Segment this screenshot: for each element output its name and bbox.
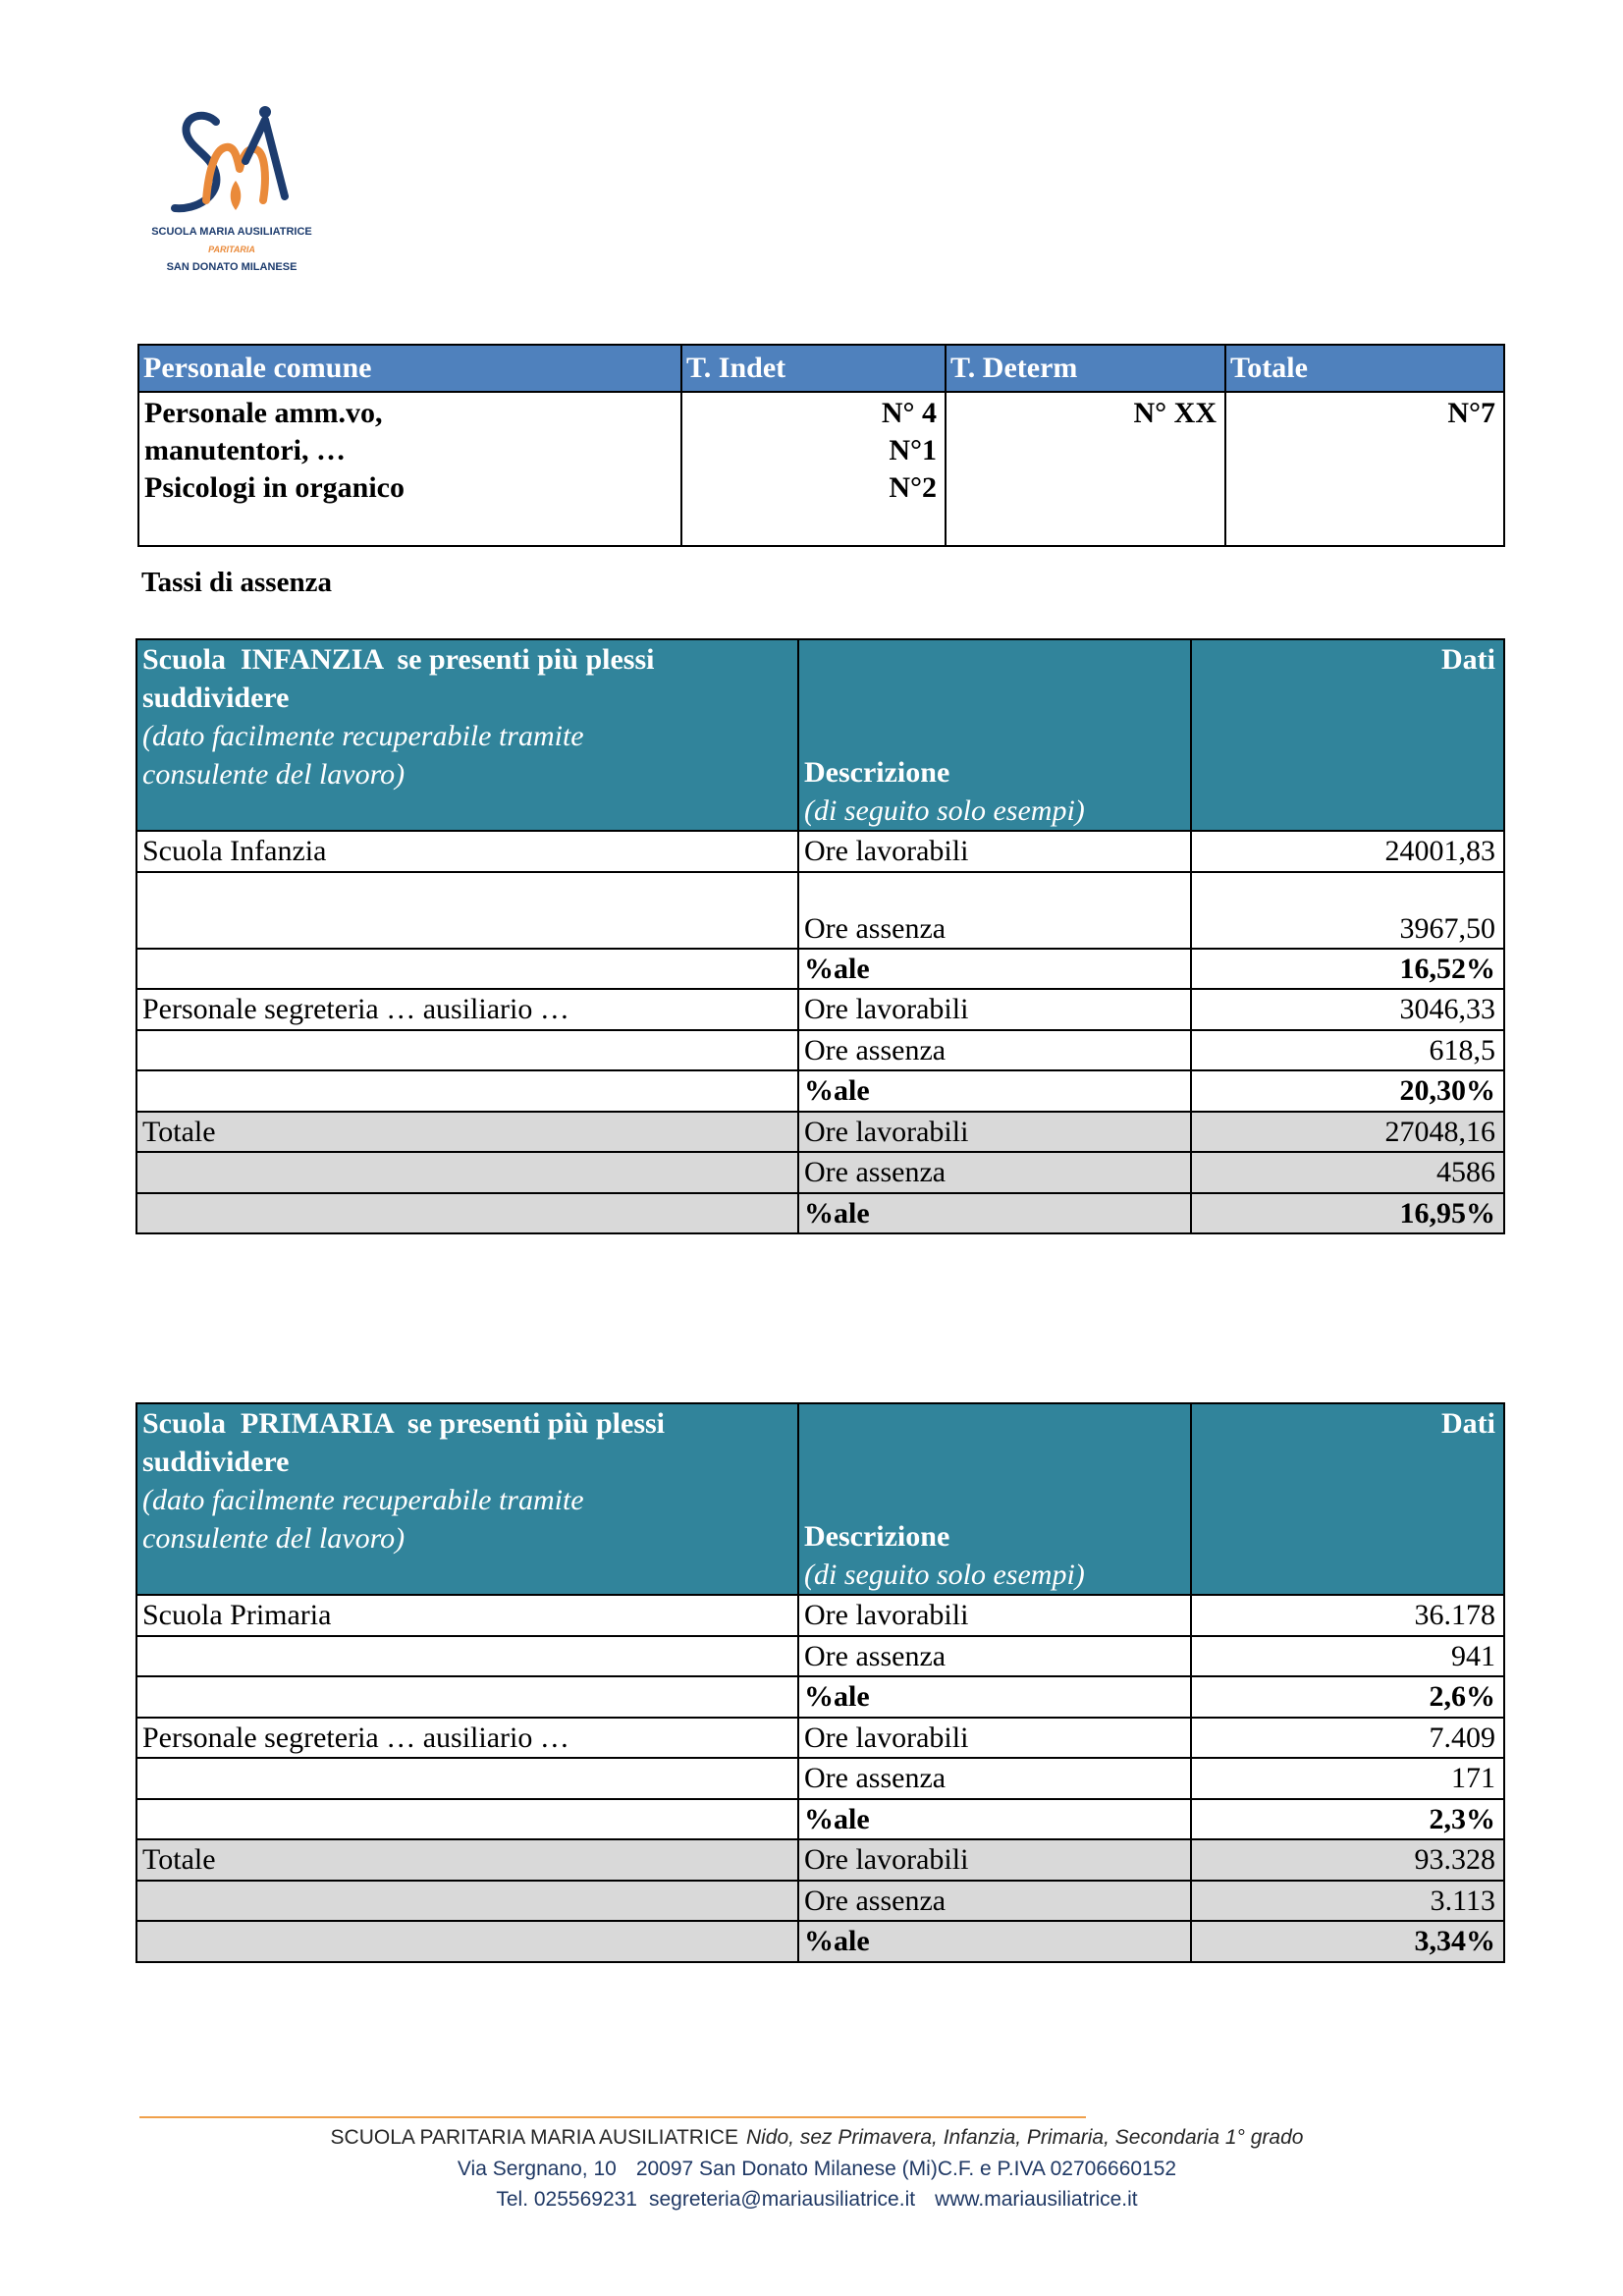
footer	[130, 2122, 1504, 2215]
t-indet-value: N°1	[889, 434, 937, 466]
row-descrizione: Ore lavorabili	[798, 1112, 1191, 1153]
table-row	[136, 872, 1504, 949]
header-descrizione-note: (di seguito solo esempi)	[804, 1558, 1085, 1591]
footer-city-tax: 20097 San Donato Milanese (Mi)C.F. e P.IVA 02706660152	[635, 2157, 1177, 2180]
personale-comune-table	[137, 344, 1505, 547]
header-descrizione: Descrizione	[804, 1520, 950, 1553]
footer-school-name: SCUOLA PARITARIA MARIA AUSILIATRICE	[330, 2126, 738, 2149]
primaria-header-descrizione	[798, 1403, 1191, 1595]
primaria-header-title	[136, 1403, 798, 1595]
logo-status: PARITARIA	[208, 245, 255, 254]
total-row	[136, 1881, 1504, 1922]
header-note-line: (dato facilmente recuperabile tramite	[142, 720, 584, 752]
totale-value: N°7	[1225, 392, 1504, 546]
header-note-line: (dato facilmente recuperabile tramite	[142, 1484, 584, 1516]
header-dati: Dati	[1441, 643, 1495, 676]
t-indet-value: N°2	[889, 471, 937, 504]
row-label-empty	[136, 1799, 798, 1840]
header-title-line: Scuola INFANZIA se presenti più plessi	[142, 643, 655, 676]
footer-street: Via Sergnano, 10	[457, 2157, 617, 2180]
row-label: Personale segreteria … ausiliario …	[136, 1718, 798, 1759]
row-label: Personale segreteria … ausiliario …	[136, 989, 798, 1030]
header-title-line: Scuola PRIMARIA se presenti più plessi	[142, 1407, 666, 1440]
section-title: Tassi di assenza	[141, 567, 332, 598]
row-label-empty	[136, 1758, 798, 1799]
row-value: 7.409	[1191, 1718, 1504, 1759]
row-value: 3967,50	[1191, 872, 1504, 949]
row-descrizione: %ale	[798, 1070, 1191, 1112]
row-descrizione: %ale	[798, 1193, 1191, 1234]
row-label: Totale	[136, 1839, 798, 1881]
row-label-empty	[136, 949, 798, 990]
total-row	[136, 1152, 1504, 1193]
row-value: 93.328	[1191, 1839, 1504, 1881]
total-row	[136, 1839, 1504, 1881]
row-descrizione: %ale	[798, 1921, 1191, 1962]
logo-caption	[134, 223, 330, 276]
t-determ-value: N° XX	[946, 392, 1225, 546]
row-descrizione: %ale	[798, 1799, 1191, 1840]
infanzia-header-dati	[1191, 639, 1504, 831]
percentage-row	[136, 949, 1504, 990]
table-header-row	[136, 639, 1504, 831]
logo-figure-head	[259, 106, 271, 118]
row-descrizione: Ore lavorabili	[798, 1718, 1191, 1759]
row-value: 3.113	[1191, 1881, 1504, 1922]
infanzia-absence-table	[135, 638, 1505, 1234]
sma-logo-icon	[171, 104, 289, 218]
header-t-determ: T. Determ	[946, 345, 1225, 392]
row-value: 36.178	[1191, 1595, 1504, 1636]
header-title-line: suddividere	[142, 1446, 290, 1478]
logo-location: SAN DONATO MILANESE	[166, 261, 298, 273]
footer-email: segreteria@mariausiliatrice.it	[649, 2188, 916, 2211]
percentage-row	[136, 1070, 1504, 1112]
personale-label: manutentori, …	[144, 434, 346, 466]
t-indet-value: N° 4	[881, 397, 937, 429]
table-row	[138, 392, 1504, 546]
row-descrizione: Ore assenza	[798, 1030, 1191, 1071]
row-descrizione: %ale	[798, 1676, 1191, 1718]
table-row	[136, 831, 1504, 872]
primaria-header-dati	[1191, 1403, 1504, 1595]
total-percentage-row	[136, 1921, 1504, 1962]
footer-website: www.mariausiliatrice.it	[935, 2188, 1138, 2211]
row-descrizione: Ore assenza	[798, 1758, 1191, 1799]
table-row	[136, 1758, 1504, 1799]
row-descrizione: Ore lavorabili	[798, 1839, 1191, 1881]
percentage-row	[136, 1676, 1504, 1718]
table-row	[136, 1595, 1504, 1636]
row-value: 16,52%	[1191, 949, 1504, 990]
total-row	[136, 1112, 1504, 1153]
row-label-empty	[136, 1881, 798, 1922]
row-label: Scuola Infanzia	[136, 831, 798, 872]
header-title-line: suddividere	[142, 682, 290, 714]
row-label-empty	[136, 1193, 798, 1234]
table-row	[136, 1718, 1504, 1759]
header-note-line: consulente del lavoro)	[142, 758, 406, 791]
row-descrizione: Ore lavorabili	[798, 1595, 1191, 1636]
table-row	[136, 989, 1504, 1030]
row-value: 2,3%	[1191, 1799, 1504, 1840]
table-header-row	[138, 345, 1504, 392]
primaria-absence-table	[135, 1402, 1505, 1963]
footer-school-levels: Nido, sez Primavera, Infanzia, Primaria, Secondaria 1° grado	[745, 2126, 1304, 2149]
row-value: 20,30%	[1191, 1070, 1504, 1112]
row-value: 16,95%	[1191, 1193, 1504, 1234]
row-value: 3,34%	[1191, 1921, 1504, 1962]
total-percentage-row	[136, 1193, 1504, 1234]
row-value: 24001,83	[1191, 831, 1504, 872]
footer-line-school	[130, 2122, 1504, 2154]
row-value: 4586	[1191, 1152, 1504, 1193]
row-label-empty	[136, 1636, 798, 1677]
row-label-empty	[136, 1152, 798, 1193]
row-label-empty	[136, 1676, 798, 1718]
row-descrizione: Ore assenza	[798, 872, 1191, 949]
header-t-indet: T. Indet	[681, 345, 946, 392]
row-value: 27048,16	[1191, 1112, 1504, 1153]
row-value: 2,6%	[1191, 1676, 1504, 1718]
infanzia-header-descrizione	[798, 639, 1191, 831]
row-label: Scuola Primaria	[136, 1595, 798, 1636]
logo-flame	[231, 181, 242, 210]
infanzia-header-title	[136, 639, 798, 831]
row-descrizione: Ore assenza	[798, 1881, 1191, 1922]
header-dati: Dati	[1441, 1407, 1495, 1440]
row-value: 3046,33	[1191, 989, 1504, 1030]
footer-divider	[139, 2116, 1086, 2118]
table-header-row	[136, 1403, 1504, 1595]
footer-phone: Tel. 025569231	[496, 2188, 637, 2211]
row-descrizione: Ore assenza	[798, 1152, 1191, 1193]
personale-labels-cell	[138, 392, 681, 546]
header-note-line: consulente del lavoro)	[142, 1522, 406, 1555]
personale-label: Personale amm.vo,	[144, 397, 383, 429]
row-value: 171	[1191, 1758, 1504, 1799]
header-personale-comune: Personale comune	[138, 345, 681, 392]
row-descrizione: Ore lavorabili	[798, 989, 1191, 1030]
row-label-empty	[136, 1070, 798, 1112]
row-descrizione: Ore lavorabili	[798, 831, 1191, 872]
row-value: 618,5	[1191, 1030, 1504, 1071]
header-descrizione: Descrizione	[804, 756, 950, 789]
row-label-empty	[136, 872, 798, 949]
footer-line-contacts	[130, 2184, 1504, 2215]
table-row	[136, 1636, 1504, 1677]
percentage-row	[136, 1799, 1504, 1840]
header-descrizione-note: (di seguito solo esempi)	[804, 794, 1085, 827]
t-indet-cell	[681, 392, 946, 546]
row-descrizione: %ale	[798, 949, 1191, 990]
row-label-empty	[136, 1030, 798, 1071]
footer-line-address	[130, 2154, 1504, 2185]
row-label-empty	[136, 1921, 798, 1962]
header-totale: Totale	[1225, 345, 1504, 392]
row-value: 941	[1191, 1636, 1504, 1677]
row-descrizione: Ore assenza	[798, 1636, 1191, 1677]
personale-label: Psicologi in organico	[144, 471, 405, 504]
row-label: Totale	[136, 1112, 798, 1153]
table-row	[136, 1030, 1504, 1071]
logo-school-name: SCUOLA MARIA AUSILIATRICE	[151, 226, 312, 238]
